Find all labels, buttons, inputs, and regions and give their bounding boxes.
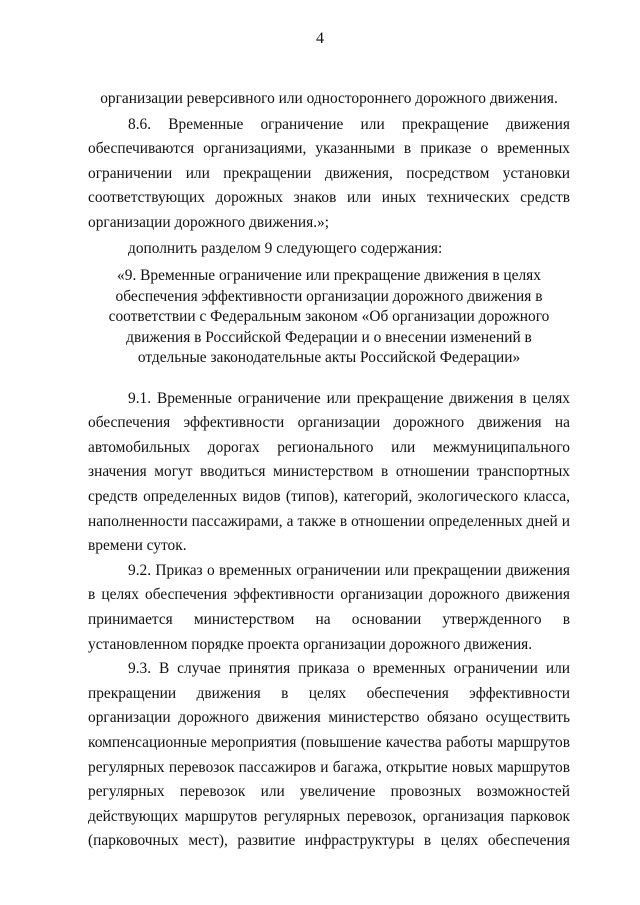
paragraph-9-3: 9.3. В случае принятия приказа о временных ограничении или прекращении движения в целях обеспечения эффективности организации дорожного движения министерство обязано осуществить компенсационные мероприятия (повышение качества работы маршрутов регулярных перевозок пассажиров и багажа, открытие новых маршрутов регулярных перевозок или увеличение провозных возможностей действующих маршрутов регулярных перевозок, организация парковок (парковочных мест), развитие инфраструктуры в целях обеспечения xyxy=(88,660,570,850)
paragraph-9-2: 9.2. Приказ о временных ограничении или прекращении движения в целях обеспечения эффективности организации дорожного движения принимается министерством на основании утвержденного в установленном порядке проекта организации дорожного движения. xyxy=(88,561,570,653)
paragraph-add-section: дополнить разделом 9 следующего содержания: xyxy=(128,239,443,257)
page-number: 4 xyxy=(316,30,324,47)
document-body xyxy=(88,87,570,854)
paragraph-continuation: организации реверсивного или одностороннего дорожного движения. xyxy=(100,90,558,107)
paragraph-8-6: 8.6. Временные ограничение или прекращение движения обеспечиваются организациями, указанными в приказе о временных ограничении или прекращении движения, посредством установки соответствующих дорожных знаков или иных технических средств организации дорожного движения.»; xyxy=(88,115,570,231)
section-9-heading: «9. Временные ограничение или прекращение движения в целях обеспечения эффективности организации дорожного движения в соответствии с Федеральным законом «Об организации дорожного движения в Российской Федерации и о внесении изменений в отдельные законодательные акты Российской Федерации» xyxy=(108,267,550,367)
spacer xyxy=(88,369,570,387)
paragraph-9-1: 9.1. Временные ограничение или прекращение движения в целях обеспечения эффективности организации дорожного движения на автомобильных дорогах регионального или межмуниципального значения могут вводиться министерством в отношении транспортных средств определенных видов (типов), категорий, экологического класса, наполненности пассажирами, а также в отношении определенных дней и времени суток. xyxy=(88,389,570,555)
